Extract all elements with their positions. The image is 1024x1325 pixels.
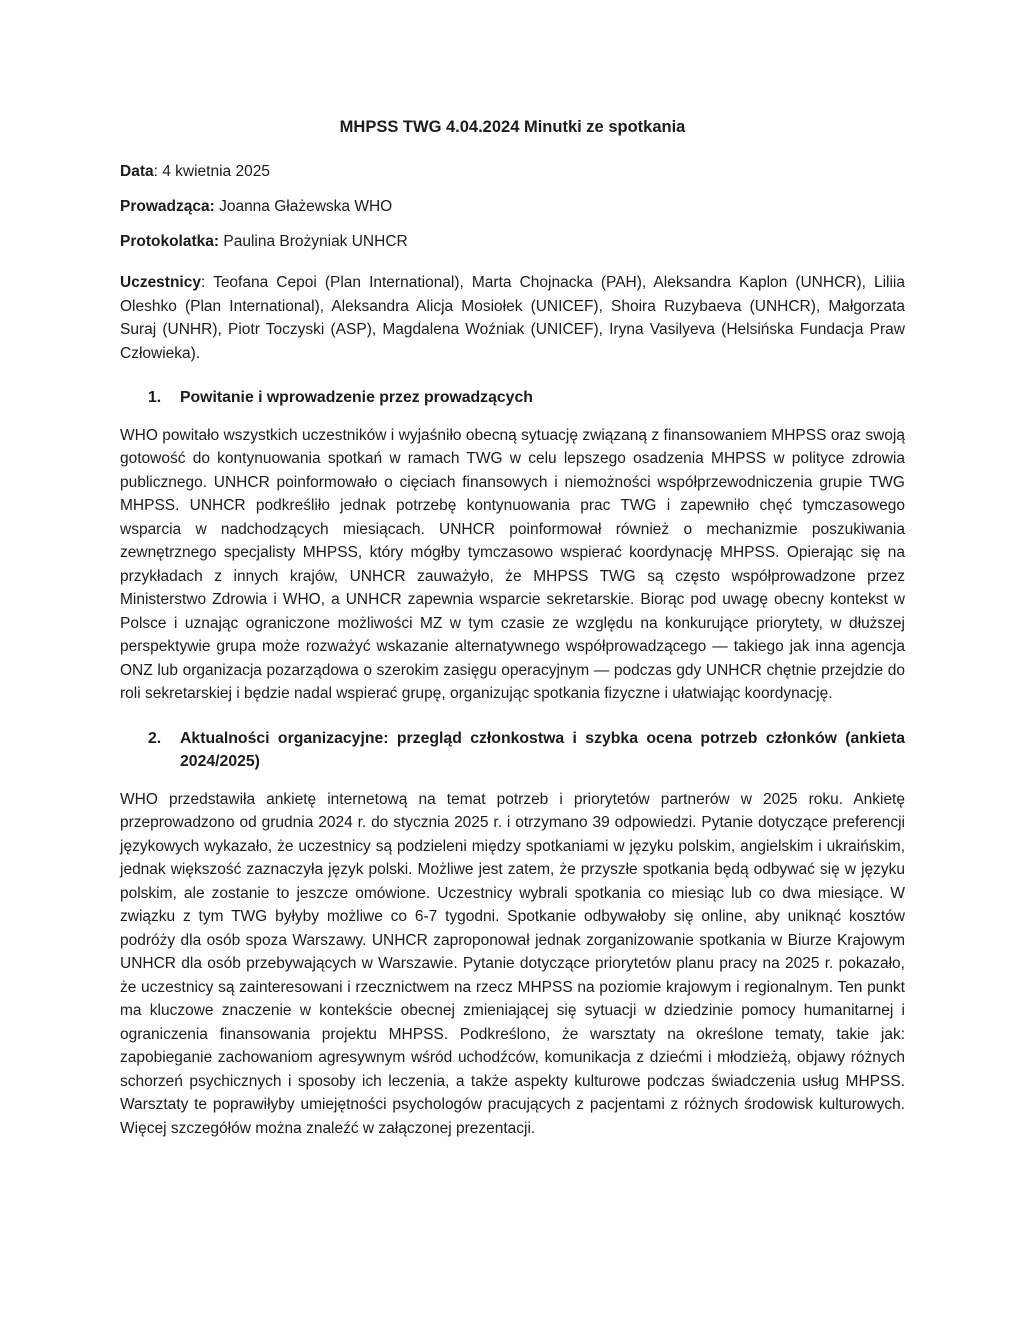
meta-date-label: Data [120,163,154,180]
section-1-heading-text: Powitanie i wprowadzenie przez prowadzących [180,389,533,406]
document-title: MHPSS TWG 4.04.2024 Minutki ze spotkania [339,118,686,136]
participants-paragraph [120,271,905,365]
section-1-number: 1. [148,389,162,406]
meta-facilitator-label: Prowadząca: [120,198,215,215]
meta-facilitator-line [120,197,905,217]
meta-date-line [120,162,905,182]
meta-notetaker-value: Paulina Brożyniak UNHCR [219,233,408,250]
section-1-body: WHO powitało wszystkich uczestników i wyjaśniło obecną sytuację związaną z finansowaniem MHPSS oraz swoją gotowość do kontynuowania spotkań w ramach TWG w celu lepszego osadzenia MHPSS w polityce zdrowia publicznego. UNHCR poinformowało o cięciach finansowych i niemożności współprzewodniczenia grupie TWG MHPSS. UNHCR podkreśliło jednak potrzebę kontynuowania prac TWG i zapewniło chęć tymczasowego wsparcia w nadchodzących miesiącach. UNHCR poinformował również o mechanizmie poszukiwania zewnętrznego specjalisty MHPSS, który mógłby tymczasowo wspierać koordynację MHPSS. Opierając się na przykładach z innych krajów, UNHCR zauważyło, że MHPSS TWG są często współprowadzone przez Ministerstwo Zdrowia i WHO, a UNHCR zapewnia wsparcie sekretarskie. Biorąc pod uwagę obecny kontekst w Polsce i uznając ograniczone możliwości MZ w tym czasie ze względu na konkurujące priorytety, w dłuższej perspektywie grupa może rozważyć wskazanie alternatywnego współprowadzącego — takiego jak inna agencja ONZ lub organizacja pozarządowa o szerokim zasięgu operacyjnym — podczas gdy UNHCR chętnie przejdzie do roli sekretarskiej i będzie nadal wspierać grupę, organizując spotkania fizyczne i ułatwiając koordynację. [120,426,905,702]
section-2-heading [120,727,905,774]
section-2-number: 2. [148,729,162,747]
meta-date-value: : 4 kwietnia 2025 [153,163,270,180]
participants-label: Uczestnicy [120,274,201,291]
meta-notetaker-label: Protokolatka: [120,233,220,250]
section-2-body: WHO przedstawiła ankietę internetową na temat potrzeb i priorytetów partnerów w 2025 roku. Ankietę przeprowadzono od grudnia 2024 r. do stycznia 2025 r. i otrzymano 39 odpowiedzi. Pytanie dotyczące preferencji językowych wykazało, że uczestnicy są podzieleni między spotkaniami w języku polskim, angielskim i ukraińskim, jednak większość zaznaczyła język polski. Możliwe jest zatem, że przyszłe spotkania będą odbywać się w języku polskim, ale zostanie to jeszcze omówione. Uczestnicy wybrali spotkania co miesiąc lub co dwa miesiące. W związku z tym TWG byłyby możliwe co 6-7 tygodni. Spotkanie odbywałoby się online, aby uniknąć kosztów podróży dla osób spoza Warszawy. UNHCR zaproponował jednak zorganizowanie spotkania w Biurze Krajowym UNHCR dla osób przebywających w Warszawie. Pytanie dotyczące priorytetów planu pracy na 2025 r. pokazało, że uczestnicy są zainteresowani i rzecznictwem na rzecz MHPSS na poziomie krajowym i regionalnym. Ten punkt ma kluczowe znaczenie w kontekście obecnej zmieniającej się sytuacji w dziedzinie pomocy humanitarnej i ograniczenia finansowania projektu MHPSS. Podkreślono, że warsztaty na określone tematy, takie jak: zapobieganie zachowaniom agresywnym wśród uchodźców, komunikacja z dziećmi i młodzieżą, objawy różnych schorzeń psychicznych i sposoby ich leczenia, a także aspekty kulturowe podczas świadczenia usług MHPSS. Warsztaty te poprawiłyby umiejętności psychologów pracujących z pacjentami z różnych środowisk kulturowych. Więcej szczegółów można znaleźć w załączonej prezentacji. [120,790,905,1137]
meta-notetaker-line [120,232,905,252]
participants-list: : Teofana Cepoi (Plan International), Marta Chojnacka (PAH), Aleksandra Kaplon (UNHCR), Liliia Oleshko (Plan International), Aleksandra Alicja Mosiołek (UNICEF), Shoira Ruzybaeva (UNHCR), Małgorzata Suraj (UNHR), Piotr Toczyski (ASP), Magdalena Woźniak (UNICEF), Iryna Vasilyeva (Helsińska Fundacja Praw Człowieka). [120,274,905,362]
section-1-heading [120,386,905,410]
section-2-heading-text: Aktualności organizacyjne: przegląd członkostwa i szybka ocena potrzeb członków (ankieta 2024/2025) [180,729,905,770]
meta-facilitator-value: Joanna Głażewska WHO [214,198,393,215]
